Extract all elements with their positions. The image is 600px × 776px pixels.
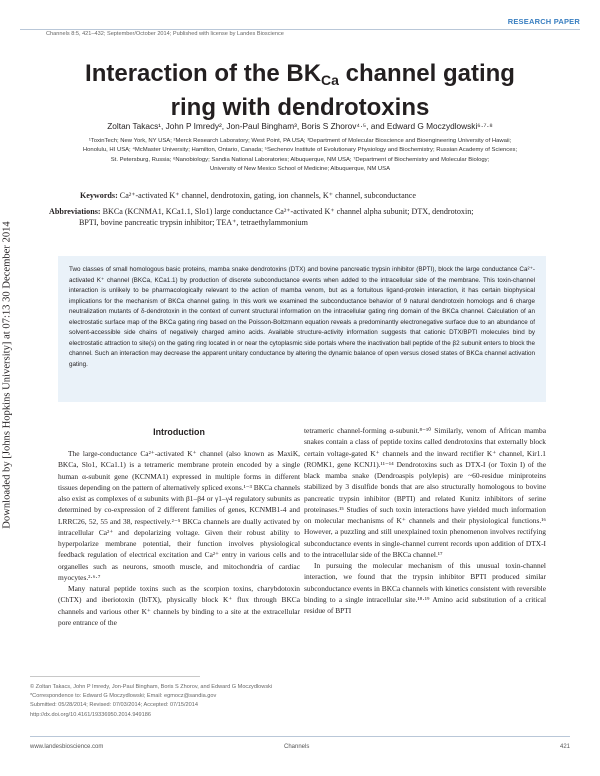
abstract-box (58, 256, 546, 402)
right-column (304, 425, 546, 616)
abbreviations (49, 206, 544, 229)
paragraph: In pursuing the molecular mechanism of this unusual toxin-channel interaction, we found that the trypsin inhibitor BPTI produced similar subconductance events in BKCa channels with kinetics consistent with reversible binding to a single intracellular site.¹⁸·¹⁹ Amino acid substitution of a critical residue of BPTI (304, 561, 546, 615)
footer-divider (30, 736, 570, 737)
title-subscript: Ca (321, 72, 339, 88)
paragraph: The large-conductance Ca²⁺-activated K⁺ channel (also known as MaxiK, BKCa, Slo1, KCa1.1) is a tetrameric membrane protein encoded by a single human α-subunit gene (KCNMA1) expressed in multiple forms in different tissues depending on the pattern of alternatively spliced exons.¹⁻³ BKCa channels also exist as complexes of α subunits with β1–β4 or γ1–γ4 regulatory subunits as determined by co-expression of 2 different families of genes, KCNMB1-4 and LRRC26, 52, 55 and 38, respectively.²⁻⁵ BKCa channels are dually activated by intracellular Ca²⁺ and depolarizing voltage. Given their robust ability to hyperpolarize membrane potential, their function involves physiological feedback regulation of electrical excitation and Ca²⁺ entry in various cells and organelles such as neurons, smooth muscle, and mitochondria of cardiac myocytes.²·⁶·⁷ (58, 449, 300, 582)
affiliation-line: ¹ToxinTech; New York, NY USA; ²Merck Research Laboratory; West Point, PA USA; ³Department of Molecular Bioscience and Bioengineering University of Hawaii; (88, 138, 512, 144)
section-heading-introduction: Introduction (153, 427, 205, 437)
author-list: Zoltan Takacs¹, John P Imredy², Jon-Paul Bingham³, Boris S Zhorov⁴·⁵, and Edward G Moczydlowski⁶·⁷·⁸ (107, 121, 493, 131)
publisher-website-link[interactable]: www.landesbioscience.com (30, 744, 104, 750)
doi-link[interactable]: http://dx.doi.org/10.4161/19336950.2014.949186 (30, 711, 151, 718)
download-watermark-text: Downloaded by [Johns Hopkins University] at 07:13 30 December 2014 (1, 221, 13, 529)
title-part: channel gating (338, 60, 515, 87)
article-title (60, 60, 540, 121)
abbreviations-line1: BKCa (KCNMA1, KCa1.1, Slo1) large conductance Ca²⁺-activated K⁺ channel alpha subunit; DTX, dendrotoxin; (102, 207, 474, 216)
header-divider (20, 29, 580, 30)
affiliation-line: St. Petersburg, Russia; ⁶Nanobiology; Sandia National Laboratories; Albuquerque, NM USA; ⁷Department of Biochemistry and Molecular Biology; (110, 156, 490, 163)
title-part: Interaction of the BK (85, 60, 322, 87)
keywords-label: Keywords: (80, 191, 118, 200)
footnotes (30, 683, 272, 720)
keywords-text: Ca²⁺-activated K⁺ channel, dendrotoxin, gating, ion channels, K⁺ channel, subconductance (119, 191, 416, 200)
abbreviations-label: Abbreviations: (49, 207, 101, 216)
abbreviations-line2-wrap (49, 218, 308, 227)
abbreviations-line2: BPTI, bovine pancreatic trypsin inhibitor; TEA⁺, tetraethylammonium (79, 218, 308, 228)
footnote-divider (30, 676, 200, 677)
article-type-tag: RESEARCH PAPER (507, 17, 580, 26)
download-watermark (0, 221, 18, 529)
page-number: 421 (559, 744, 570, 750)
title-line2: ring with dendrotoxins (170, 94, 430, 121)
affiliations (55, 137, 545, 174)
keywords (80, 190, 544, 201)
correspondence-note: *Correspondence to: Edward G Moczydlowski; Email: egmocz@sandia.gov (30, 693, 217, 700)
journal-name: Channels (284, 744, 310, 750)
copyright-note: © Zoltan Takacs, John P Imredy, Jon-Paul Bingham, Boris S Zhorov, and Edward G Moczydlowski (30, 684, 273, 690)
abstract-text: Two classes of small homologous basic proteins, mamba snake dendrotoxins (DTX) and bovine pancreatic trypsin inhibitor (BPTI), block the large conductance Ca²⁺-activated K⁺ channel (BKCa, KCa1.1) by production of discrete subconductance events when added to the intracellular side of the membrane. This toxin-channel interaction is unlikely to be pharmacologically relevant to the action of mamba venom, but as a fortuitous ligand-protein interaction, it has certain biophysical implications for the mechanism of BKCa channel gating. In this work we examined the subconductance behavior of 9 natural dendrotoxin homologs and 6 charge neutralization mutants of δ-dendrotoxin in the context of current structural information on the intracellular gating ring domain of the BKCa channel. Calculation of an electrostatic surface map of the BKCa gating ring based on the Poisson-Boltzmann equation reveals a predominantly electronegative surface due to an abundance of solvent-accessible side chains of negatively charged amino acids. Available structure-activity information suggests that cationic DTX/BPTI molecules bind by electrostatic attraction to site(s) on the gating ring located in or near the cytoplasmic side portals where the inactivation ball peptide of the β2 subunit enters to block the channel. Such an interaction may decrease the apparent unitary conductance by altering the dynamic balance of open versus closed states of BKCa channel activation gating. (69, 266, 535, 368)
paragraph: Many natural peptide toxins such as the scorpion toxins, charybdotoxin (ChTX) and iberiotoxin (IbTX), physically block K⁺ flux through BKCa channels and various other K⁺ channels by binding to a site at the extracellular pore entrance of the (58, 584, 300, 627)
dates-note: Submitted: 05/28/2014; Revised: 07/03/2014; Accepted: 07/15/2014 (30, 702, 198, 709)
journal-citation: Channels 8:5, 421–432; September/October 2014; Published with license by Landes Bioscience (46, 31, 284, 37)
left-column (58, 448, 300, 628)
affiliation-line: Honolulu, HI USA; ⁴McMaster University; Hamilton, Ontario, Canada; ⁵Sechenov Institute of Evolutionary Physiology and Biochemistry; Russian Academy of Sciences; (82, 147, 518, 154)
affiliation-line: University of New Mexico School of Medicine; Albuquerque, NM USA (209, 165, 391, 172)
paragraph: tetrameric channel-forming α-subunit.⁸⁻¹⁰ Similarly, venom of African mamba snakes contain a class of peptide toxins called dendrotoxins that externally block certain voltage-gated K⁺ channels and the inward rectifier K⁺ channel, Kir1.1 (ROMK1, gene KCNJ1).¹¹⁻¹⁴ Dendrotoxins such as DTX-I (or Toxin I) of the black mamba snake (Dendroaspis polylepis) are ~60-residue miniproteins stabilized by 3 disulfide bonds that are also structurally homologous to bovine pancreatic trypsin inhibitor (BPTI) and related Kunitz inhibitors of serine proteinases.¹⁵ Studies of such toxin interactions have yielded much information on molecular mechanisms of K⁺ channels and their physiological functions.¹⁶ However, a puzzling and still unexplained toxin phenomenon involves rectifying subconductance events in single-channel current records upon addition of DTX-I to the intracellular side of the BKCa channel.¹⁷ (304, 426, 546, 559)
